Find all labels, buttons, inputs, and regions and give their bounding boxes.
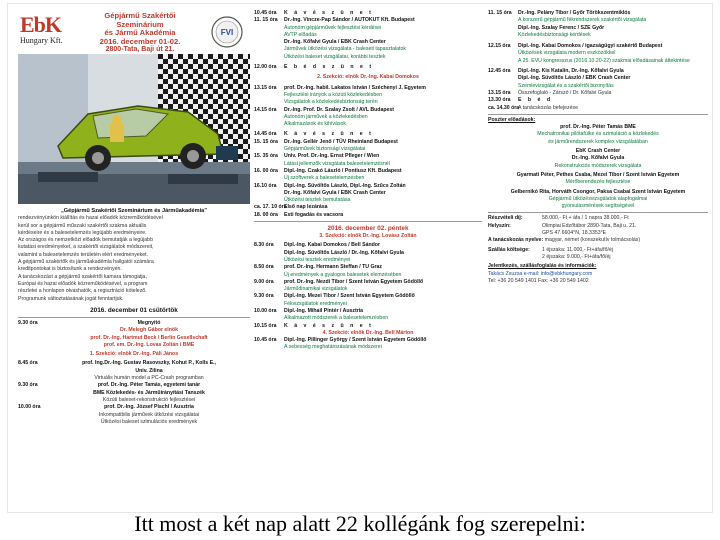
posters-title: Poszter előadások: — [488, 116, 536, 123]
schedule-item: 13.15 óra prof. Dr.-Ing. habil. Lakatos István / Széchenyi J. Egyetem Fejlesztési irányok a közúti közlekedésben Vizsgálatok a közlekedésbiztonság terén — [254, 84, 426, 106]
crash-test-photo — [18, 54, 250, 204]
schedule-item: 13.30 óra E b é d — [488, 97, 553, 104]
divider — [254, 221, 482, 222]
divider — [18, 317, 250, 318]
poster-line: EbK Crash Center — [575, 148, 621, 155]
intro-line: Európai és hazai előadók közreműködésével, a program — [18, 280, 148, 287]
poster-line: Rekonstrukciós módszerek vizsgálata — [554, 162, 642, 169]
intro-line: A gépjármű szakértők és járműakadémia hallgatói számára — [18, 259, 154, 266]
poster-line: Gelbernikó Rita, Horváth Csongor, Paksa Csabai Szent István Egyetem — [510, 188, 686, 195]
info-row: Szállás költsége: 1 éjszaka: 11.000,- Ft+áfa/fő/éj — [488, 246, 613, 253]
schedule-item: 8.30 óra Dipl.-Ing. Kabai Domokos / Bell Sándor Dipl.-Ing. Süvöltős László / Dr.-Ing. Kőfalvi Gyula Ütközési tesztek eredményei — [254, 242, 404, 263]
schedule-item: 10.45 óra Dipl.-Ing. Pillinger György / Szent István Egyetem Gödöllő A sebesség meghatározásának módszerei — [254, 337, 427, 351]
schedule-item: 16.10 óra Dipl.-Ing. Süvöltős László, Dipl.-Ing. Szűcs Zoltán Dr.-Ing. Kőfalvi Gyula / EBK Crash Center Ütközési tesztek bemutatása — [254, 182, 406, 204]
middle-column — [254, 4, 482, 512]
schedule-item: 12.45 óra Dipl.-Ing. Kis Katalin, Dr.-Ing. Kőfalvi Gyula Dipl.-Ing. Süvöltős László / EBK Crash Center — [488, 68, 631, 82]
schedule-item: 11. 15 óra Dr.-Ing. Pelány Tibor / Győr Törökszentmiklós A korszerű gépjármű fékrendszerek szakértői vizsgálata — [488, 10, 647, 24]
poster-line: gyorsulásmérések segítségével — [561, 203, 635, 210]
day1-schedule — [18, 306, 250, 426]
schedule-item: Dr.-Ing. Kőfalvi Gyula / EBK Crash Center Járművek ütközési vizsgálata - baleseti tapasztalatok Ütközési baleset vizsgálatai, korábbi tesztek — [284, 39, 406, 60]
schedule-item: 12.15 óra Dipl.-Ing. Kabai Domokos / igazságügyi szakértő Budapest Ütközések vizsgálata modern eszközökkel — [488, 43, 663, 57]
schedule-item: 10.00 óra Dipl.-Ing. Mihail Pintér / Ausztria Alkalmazott módszerek a balesetelemzésben — [254, 307, 389, 322]
poster-line: Mechatronikai pilótafülke és szimuláció a közlekedés — [537, 131, 659, 138]
poster-line: Dr.-Ing. Kőfalvi Gyula — [571, 155, 625, 162]
session-chair: 3. Szekció: elnök Dr.-Ing. Lovász Zoltán — [319, 233, 417, 240]
info-row: Helyszín: Olimpiai Edzőtábor 2890-Tata, Baji u. 21. — [488, 222, 637, 229]
event-title: Gépjármű Szakértői Szeminárium és Jármű Akadémia 2016. december 01-02. 2800-Tata, Baji út 21. — [99, 11, 181, 54]
intro-line: kutatási eredményeket, a szakértői vizsgálatok módszereit, — [18, 244, 154, 251]
schedule-item: 11. 15 óra Dr.-Ing. Vincze-Pap Sándor / AUTOKUT Kft. Budapest Autonóm gépjárművek fejlesztési kérdései AVTP előadás — [254, 17, 415, 38]
schedule-item: 9.30 óra Megnyitó Dr. Melegh Gábor elnök prof. Dr.-Ing. Hartmut Beck / Berlin Gesellschaft prof. em. Dr.-Ing. Lovas Zoltán / BME — [18, 320, 208, 348]
brochure-header — [18, 10, 250, 52]
schedule-item: Dipl.-Ing. Szalay Ferenc / SZE Győr Közlekedésbiztonsági kérdések — [518, 24, 605, 38]
schedule-item: 10.45 óra K á v é s z ü n e t — [254, 10, 374, 16]
intro-line: Az országos és nemzetközi előadók bemutatják a legújabb — [18, 237, 153, 244]
schedule-item: 16. 00 óra Dipl.-Ing. Czakó László / Pontiusz Kft. Budapest Új szoftverek a balesetelemzésben — [254, 167, 402, 182]
session-chair: 2. Szekció: elnök Dr.-Ing. Kabai Domokos — [317, 74, 419, 81]
poster-line: és járműrendszerek komplex vizsgálatában — [548, 138, 648, 145]
contact-email[interactable]: Takács Zsuzsa e-mail: info@ebkhungary.com — [488, 270, 593, 277]
schedule-item: 9.00 óra prof. Dr.-Ing. Nezdi Tibor / Szent István Egyetem Gödöllő Járműdinamikai vizsgálatok — [254, 278, 424, 293]
section-title: „Gépjármű Szakértői Szeminárium és Járműakadémia” — [60, 208, 208, 214]
schedule-item: 12.00 óra E b é d s z ü n e t — [254, 64, 374, 71]
info-row: 2 éjszaka: 9.000,- Ft+áfa/fő/éj — [542, 253, 611, 260]
session-note: Szemlevizsgálat és a szakértői bizonyítás — [518, 82, 614, 89]
intro-line: kreditpontokat is biztosítunk a rendezvényen. — [18, 266, 122, 273]
schedule-item: ca. 17. 10 óra Első nap lezárása — [254, 204, 328, 211]
schedule-item: 8.50 óra prof. Dr.-Ing. Hermann Steffan / TU Graz Új eredmények a gyalogos balesetek elemzésében — [254, 264, 402, 278]
intro-line: kérdéseire és a balesetelemzés legújabb eredményeire. — [18, 229, 147, 236]
info-row: GPS 47.6604°N, 18.3353°E — [542, 230, 607, 237]
schedule-item: 9.30 óra Dipl.-Ing. Mezei Tibor / Szent István Egyetem Gödöllő Fékvizsgálatok eredményei — [254, 293, 415, 307]
day1-title: 2016. december 01 csütörtök — [90, 307, 178, 314]
session-chair: 4. Szekció: elnök Dr.-Ing. Bell Márton — [322, 329, 414, 336]
schedule-item: 8.45 óra prof. Ing.Dr.-Ing. Gustav Rasovszky, Kohut P., Kolls E., Univ. Zilina Virtuális humán model a PC-Crash programban — [18, 360, 216, 382]
intro-line: valamint a balesetelemzés területén elért eredményeket. — [18, 251, 149, 258]
intro-line: Programunk változtatásának jogát fenntartjuk. — [18, 295, 124, 302]
program-brochure — [8, 4, 712, 512]
divider — [488, 114, 708, 115]
slide-caption: Itt most a két nap alatt 22 kollégánk fog szerepelni: — [134, 511, 586, 536]
intro-line: kerül sor a gépjármű műszaki szakértői szakma aktuális — [18, 222, 147, 229]
schedule-item: 13.15 óra Összefoglaló - Zárszó / Dr. Kőfalvi Gyula — [488, 89, 612, 96]
info-block — [488, 215, 708, 285]
schedule-item: 9.30 óra prof. Dr.-Ing. Péter Tamás, egyetemi tanár BME Közlekedés- és Járműirányítási Tanszék Közúti baleset-rekonstrukció fejlesztései — [18, 382, 205, 403]
intro-line: rendezvényünkön kiállítás és hazai előadók közreműködésével — [18, 215, 163, 222]
divider — [488, 212, 708, 213]
schedule-item: 14.15 óra Dr.-Ing. Prof. Dr. Szalay Zsolt / AVL Budapest Autonóm járművek a közlekedésben Alkalmazások és kihívások — [254, 106, 395, 128]
right-column — [488, 4, 708, 512]
info-row: A tanácskozás nyelve: magyar, német (konszekutív tolmácsolás) — [488, 237, 641, 244]
poster-line: Mérőberendezés fejlesztése — [565, 179, 631, 186]
schedule-item: 15. 35 óra Univ. Prof. Dr.-Ing. Ernst Pfleger / Wien Látási jellemzők vizsgálata balesetelemzésnél — [254, 153, 390, 167]
schedule-item: 18. 00 óra Esti fogadás és vacsora — [254, 211, 344, 218]
intro-section — [18, 208, 250, 303]
poster-line: prof. Dr.-Ing. Péter Tamás BME — [560, 124, 636, 131]
fvi-logo — [208, 14, 246, 50]
schedule-item: 14.45 óra K á v é s z ü n e t — [254, 131, 374, 138]
schedule-item: 15. 15 óra Dr.-Ing. Gellér Jenő / TÜV Rheinland Budapest Gépjárművek biztonsági vizsgálatai — [254, 138, 398, 153]
schedule-item: ca. 14.30 óra A tanácskozás befejezése — [488, 104, 578, 111]
contact-phone: Tel: +36 20 549 1401 Fax: +36 20 549 1402 — [488, 277, 589, 284]
intro-line: részletei a honlapon olvashatók, a regisztráció kötelező. — [18, 288, 147, 295]
info-row: Jelentkezés, szállásfoglalás és információk: — [488, 263, 597, 270]
svg-text:FVI: FVI — [220, 28, 234, 37]
session-note: A 25. EVU kongresszus (2016.10.20-22) szakmai előadásainak áttekintése — [518, 57, 690, 64]
poster-line: Gépjármű ütközésvizsgálatok alapfogalmai — [548, 195, 648, 202]
info-row: Részvételi díj: 58.000,- Ft + áfa / 1 napra 38.000,- Ft — [488, 215, 629, 222]
intro-line: A tanácskozást a gépjármű szakértői kamara támogatja, — [18, 273, 147, 280]
poster-line: Gyarmati Péter, Pethes Csaba, Mezei Tibor / Szent István Egyetem — [516, 171, 680, 178]
ebk-logo: EbK Hungary Kft. — [20, 12, 63, 45]
schedule-item: 10.00 óra prof. Dr.-Ing. József Pischl / Ausztria Inkompatibilis járművek ütközési vizsgálatai Ütközési baleset szimulációs eredmények — [18, 404, 200, 425]
session-chair: 1. Szekció: elnök Dr.-Ing. Páli János — [89, 351, 179, 358]
day2-title: 2016. december 02. péntek — [327, 225, 409, 233]
schedule-item: 10.15 óra K á v é s z ü n e t — [254, 322, 374, 329]
left-column — [18, 4, 250, 512]
